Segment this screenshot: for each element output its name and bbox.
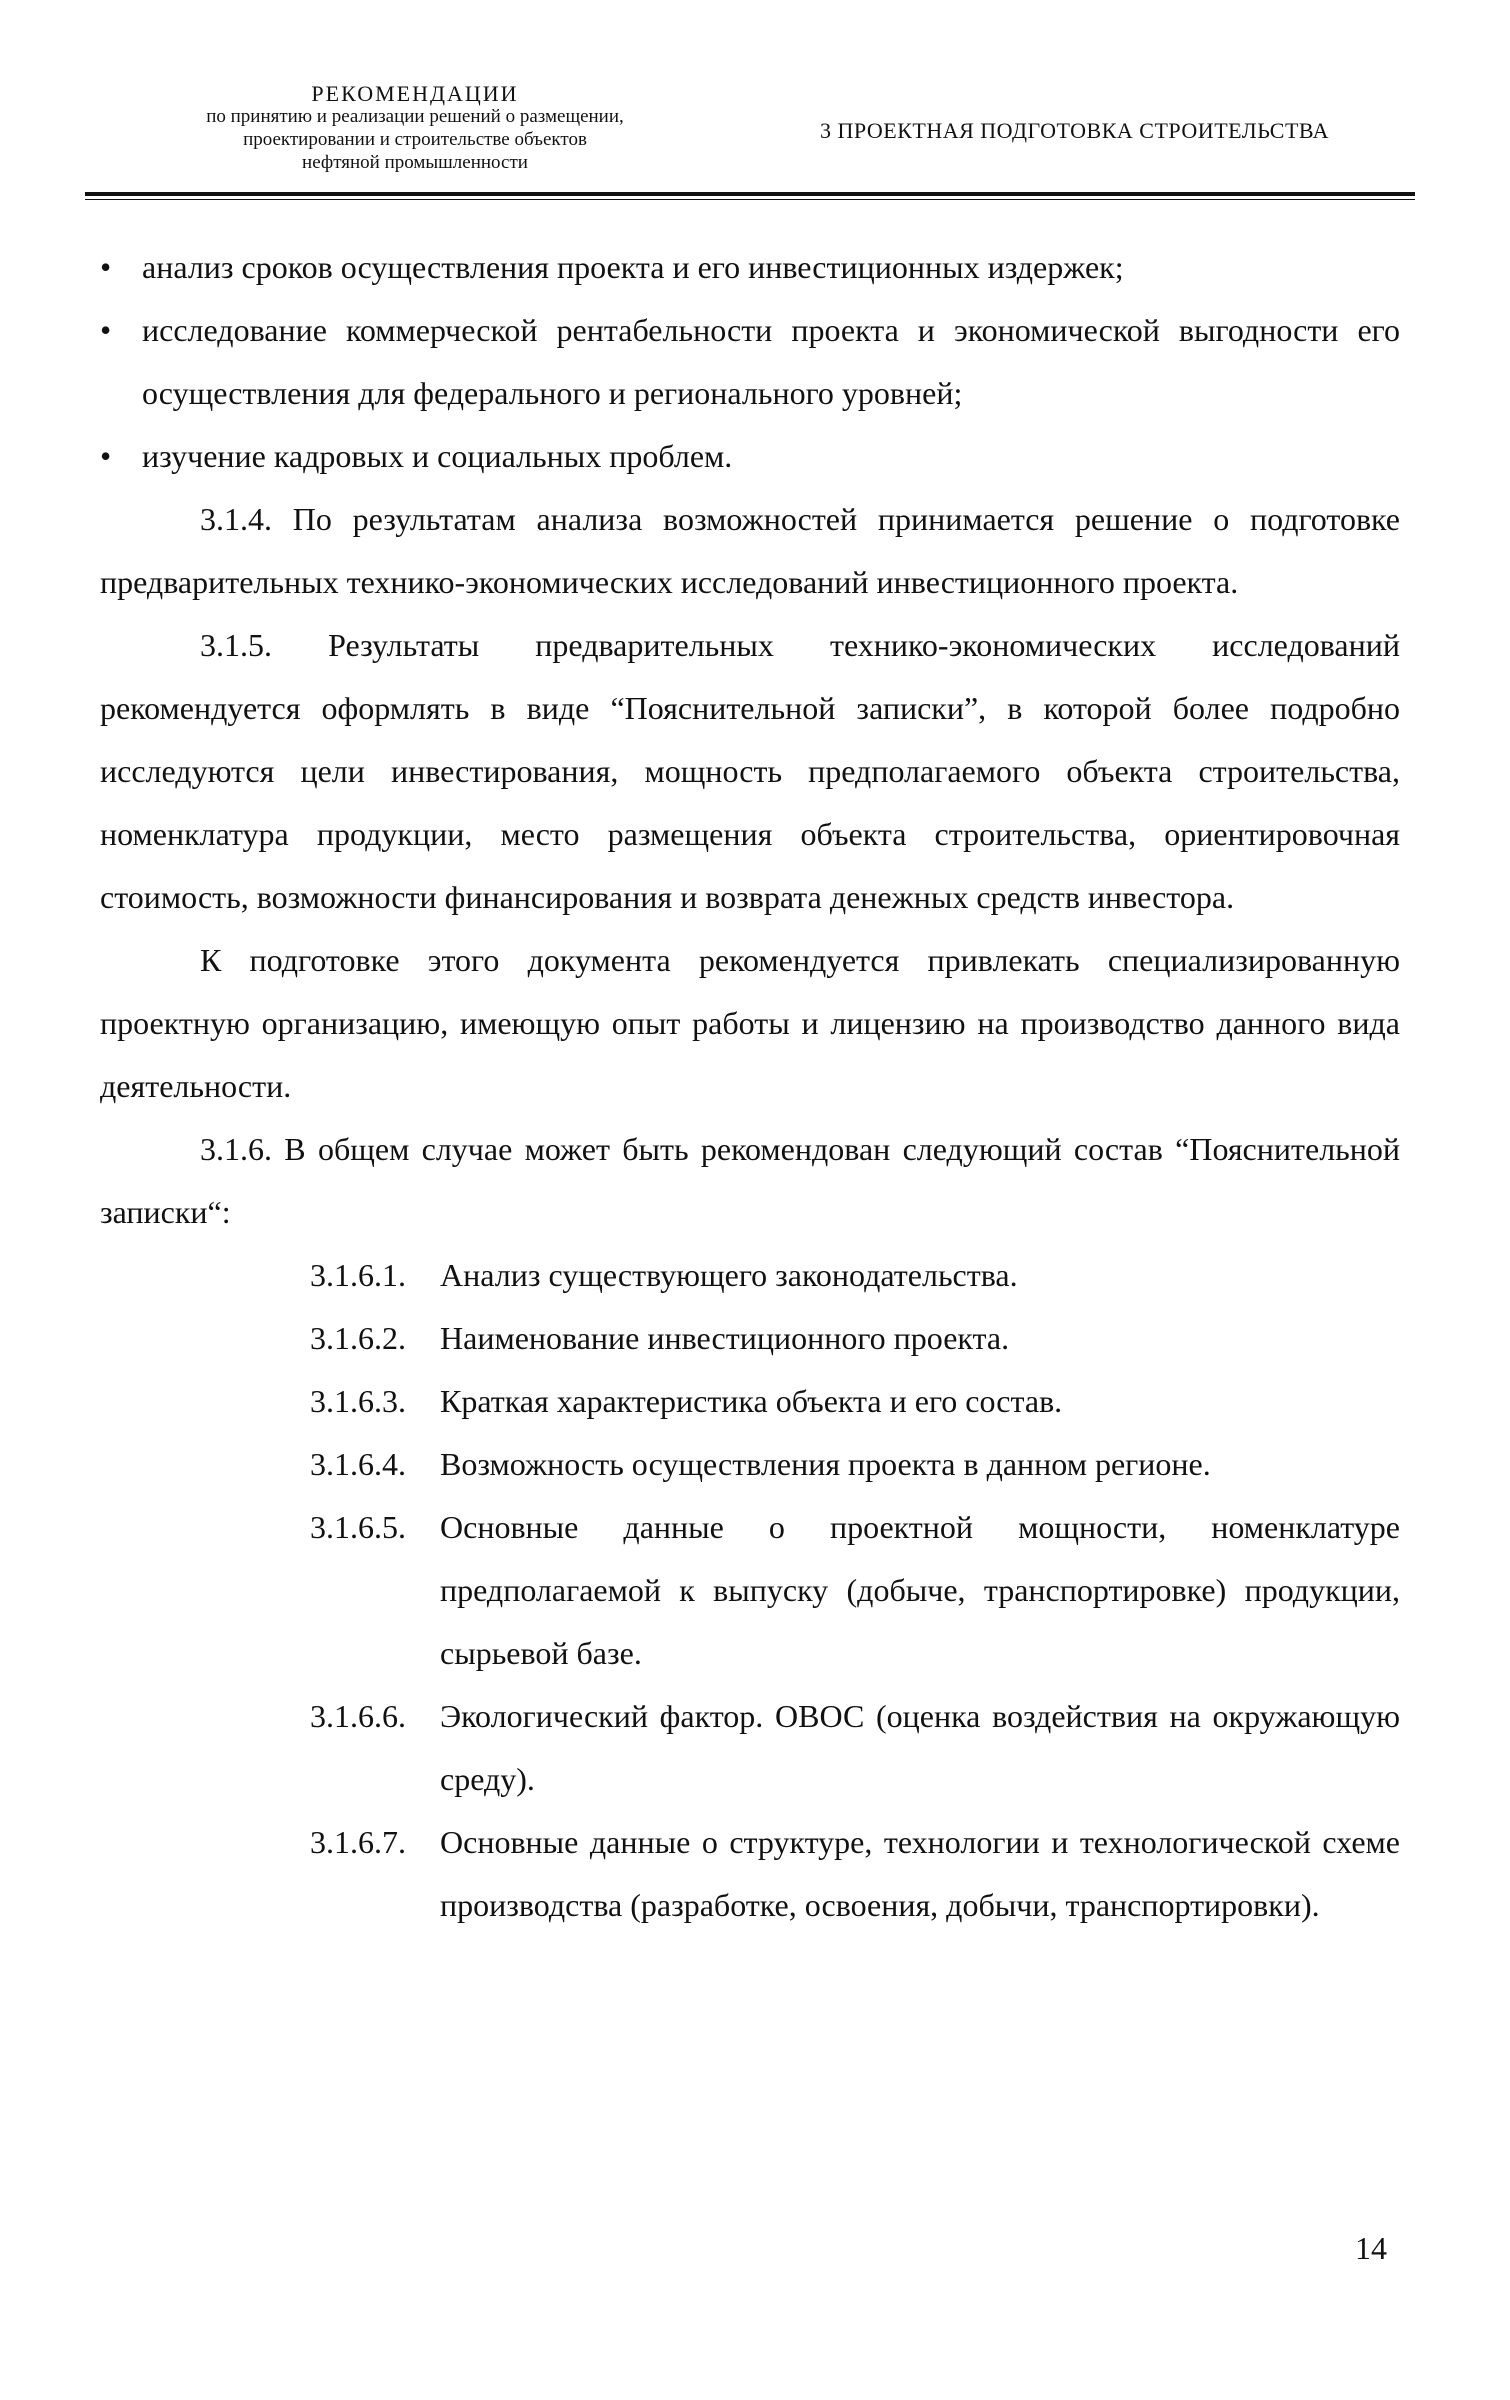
document-title: РЕКОМЕНДАЦИИ <box>311 81 519 106</box>
subitem-number: 3.1.6.1. <box>310 1257 406 1293</box>
subitem <box>100 1433 1400 1496</box>
subitem-number: 3.1.6.6. <box>310 1698 406 1734</box>
header-rule-thin <box>85 199 1415 200</box>
subitem-number: 3.1.6.5. <box>310 1509 406 1545</box>
subitem <box>100 1496 1400 1685</box>
subitem-text: Основные данные о структуре, технологии и технологической схеме производства (разработке, освоения, добычи, транспортировки). <box>440 1824 1400 1923</box>
subitem-text: Возможность осуществления проекта в данном регионе. <box>440 1446 1211 1482</box>
page-header <box>0 0 1510 210</box>
paragraph-3-1-4: 3.1.4. По результатам анализа возможностей принимается решение о подготовке предварительных технико-экономических исследований инвестиционного проекта. <box>100 501 1400 600</box>
subitem-number: 3.1.6.4. <box>310 1446 406 1482</box>
bullet-item: • анализ сроков осуществления проекта и его инвестиционных издержек; <box>100 236 1400 299</box>
subitem-text: Анализ существующего законодательства. <box>440 1257 1018 1293</box>
subitem-text: Экологический фактор. ОВОС (оценка воздействия на окружающую среду). <box>440 1698 1400 1797</box>
bullet-item: • изучение кадровых и социальных проблем. <box>100 425 1400 488</box>
subitem-number: 3.1.6.7. <box>310 1824 406 1860</box>
subitem-text: Наименование инвестиционного проекта. <box>440 1320 1010 1356</box>
document-subtitle-line-3: нефтяной промышленности <box>302 152 528 173</box>
subitem-text: Краткая характеристика объекта и его состав. <box>440 1383 1063 1419</box>
page-number: 14 <box>1355 2230 1387 2266</box>
document-subtitle-line-2: проектировании и строительстве объектов <box>243 129 587 150</box>
paragraph-3-1-5: 3.1.5. Результаты предварительных технико-экономических исследований рекомендуется оформлять в виде “Пояснительной записки”, в которой более подробно исследуются цели инвестирования, мощность предполагаемого объекта строительства, номенклатура продукции, место размещения объекта строительства, ориентировочная стоимость, возможности финансирования и возврата денежных средств инвестора. <box>100 627 1400 915</box>
subitem <box>100 1811 1400 1937</box>
header-rule-thick <box>85 192 1415 196</box>
document-subtitle-line-1: по принятию и реализации решений о размещении, <box>206 106 624 127</box>
paragraph-3-1-6: 3.1.6. В общем случае может быть рекомендован следующий состав “Пояснительной записки“: <box>100 1131 1400 1230</box>
subitem-text: Основные данные о проектной мощности, номенклатуре предполагаемой к выпуску (добыче, транспортировке) продукции, сырьевой базе. <box>440 1509 1400 1671</box>
subitem-number: 3.1.6.3. <box>310 1383 406 1419</box>
subitem <box>100 1370 1400 1433</box>
subitem <box>100 1244 1400 1307</box>
page-body <box>100 236 1400 1937</box>
bullet-item: • исследование коммерческой рентабельности проекта и экономической выгодности его осуществления для федерального и регионального уровней; <box>100 299 1400 425</box>
subitem-number: 3.1.6.2. <box>310 1320 406 1356</box>
document-title-block <box>120 82 710 174</box>
subitem <box>100 1685 1400 1811</box>
paragraph-preparation: К подготовке этого документа рекомендуется привлекать специализированную проектную организацию, имеющую опыт работы и лицензию на производство данного вида деятельности. <box>100 942 1400 1104</box>
subitem <box>100 1307 1400 1370</box>
section-title: 3 ПРОЕКТНАЯ ПОДГОТОВКА СТРОИТЕЛЬСТВА <box>820 118 1330 143</box>
